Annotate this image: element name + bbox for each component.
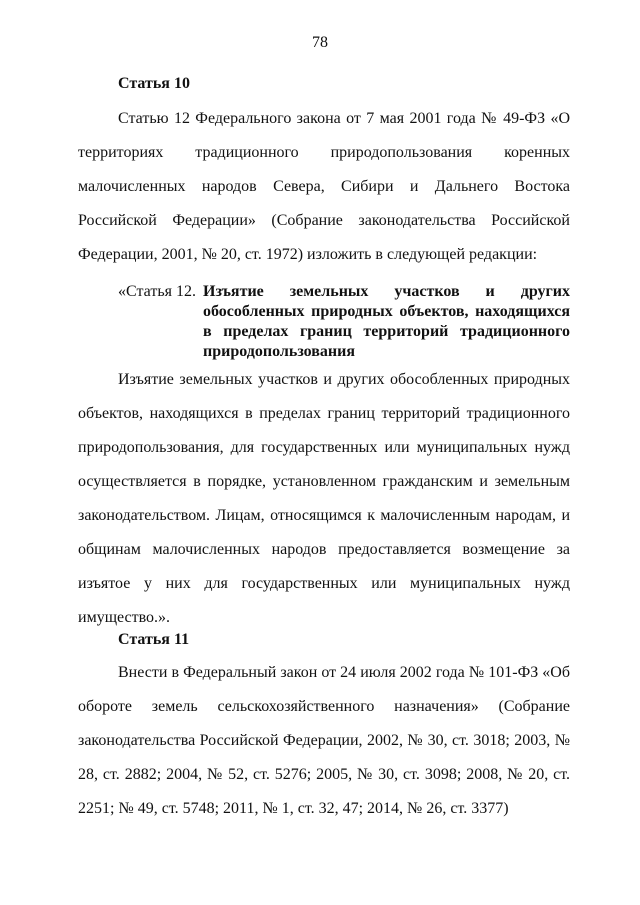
quoted-article-body: Изъятие земельных участков и других обособленных природных объектов, находящихся в пределах границ территорий традиционного природопользования, для государственных или муниципальных нужд осуществляется в порядке, установленном гражданским и земельным законодательством. Лицам, относящимся к малочисленным народам, и общинам малочисленных народов предоставляется возмещение за изъятое у них для государственных или муниципальных нужд имущество.». xyxy=(78,371,570,626)
article-11-intro: Внести в Федеральный закон от 24 июля 2002 года № 101-ФЗ «Об обороте земель сельскохозяйственного назначения» (Собрание законодательства Российской Федерации, 2002, № 30, ст. 3018; 2003, № 28, ст. 2882; 2004, № 52, ст. 5276; 2005, № 30, ст. 3098; 2008, № 20, ст. 2251; № 49, ст. 5748; 2011, № 1, ст. 32, 47; 2014, № 26, ст. 3377) xyxy=(78,664,570,817)
article-11-heading: Статья 11 xyxy=(118,631,190,648)
quoted-article-number: «Статья 12. xyxy=(118,283,196,300)
page-number: 78 xyxy=(312,34,328,51)
article-10-heading: Статья 10 xyxy=(118,75,190,92)
article-10-intro: Статью 12 Федерального закона от 7 мая 2001 года № 49-ФЗ «О территориях традиционного природопользования коренных малочисленных народов Севера, Сибири и Дальнего Востока Российской Федерации» (Собрание законодательства Российской Федерации, 2001, № 20, ст. 1972) изложить в следующей редакции: xyxy=(78,110,570,263)
quoted-article-12-header xyxy=(118,282,570,362)
quoted-article-title: Изъятие земельных участков и других обособленных природных объектов, находящихся в пределах границ территорий традиционного природопользования xyxy=(203,283,570,360)
